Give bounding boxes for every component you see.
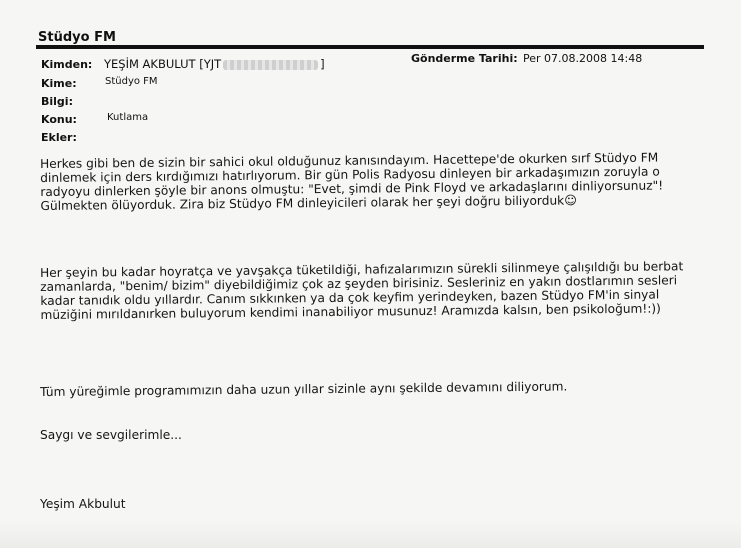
message-signature: Yeşim Akbulut — [40, 497, 126, 511]
attachments-label: Ekler: — [41, 131, 77, 144]
sent-date-label: Gönderme Tarihi: — [411, 52, 518, 65]
message-closing: Saygı ve sevgilerimle... — [40, 428, 182, 442]
mailbox-title: Stüdyo FM — [38, 30, 116, 45]
cc-label: Bilgi: — [41, 95, 73, 108]
sent-date-value: Per 07.08.2008 14:48 — [523, 52, 643, 65]
message-paragraph-1: Herkes gibi ben de sizin bir sahici okul olduğunuz kanısındayım. Hacettepe'de okurken sırf Stüdyo FM dinlemek için ders kırdığımızı hatırlıyorum. Bir gün Polis Radyosu dinleyen bir arkadaşımızın zoruyla o radyoyu dinlerken şöyle bir anons olmuştu: "Evet, şimdi de Pink Floyd ve arkadaşlarını dinliyorsunuz"! Gülmekten ölüyorduk. Zira biz Stüdyo FM dinleyicileri olarak her şeyi doğru biliyorduk☺ — [40, 150, 664, 213]
redacted-email-address — [223, 60, 318, 70]
to-label: Kime: — [41, 77, 77, 90]
from-label: Kimden: — [41, 58, 93, 71]
message-paragraph-2: Her şeyin bu kadar hoyratça ve yavşakça tüketildiği, hafızalarımızın sürekli silinmeye çalışıldığı bu berbat zamanlarda, "benim/ bizim" diyebildiğimiz çok az şeyden birisiniz. Sesleriniz en yakın dostlarımın sesleri kadar tanıdık oldu yıllardır. Canım sıkkınken ya da çok keyfim yerindeyken, bazen Stüdyo FM'in sinyal müziğini mırıldanırken buluyorum kendimi inanabiliyor musunuz! Aramızda kalsın, ben psikoloğum!:)) — [40, 259, 684, 322]
to-value: Stüdyo FM — [105, 76, 158, 87]
subject-value: Kutlama — [107, 112, 149, 123]
header-divider — [36, 45, 704, 49]
subject-label: Konu: — [41, 113, 77, 126]
message-paragraph-3: Tüm yüreğimle programımızın daha uzun yıllar sizinle aynı şekilde devamını diliyorum. — [40, 379, 568, 399]
from-bracket: ] — [320, 57, 325, 71]
from-name: YEŞİM AKBULUT [YJT — [104, 57, 222, 71]
page-bottom-shadow — [0, 520, 741, 548]
from-value — [104, 57, 325, 71]
